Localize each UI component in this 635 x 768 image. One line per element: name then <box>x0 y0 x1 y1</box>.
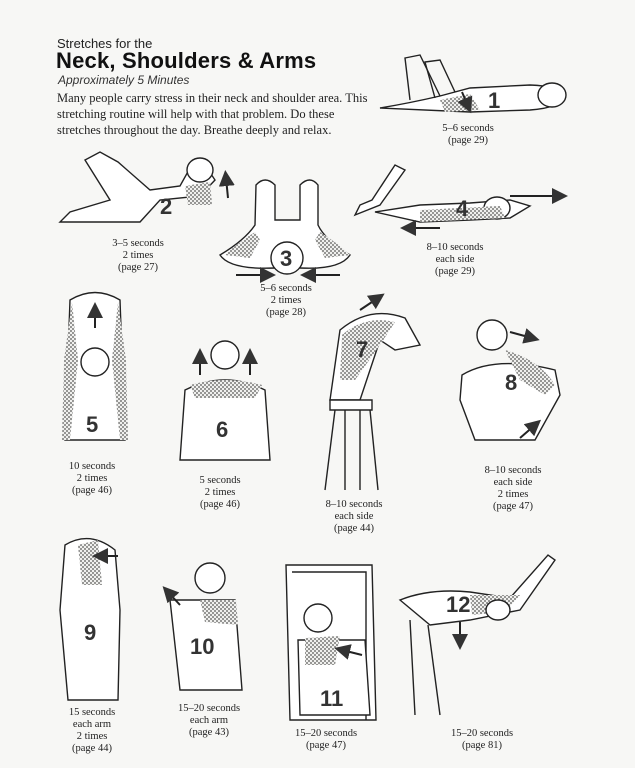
caption-8: 8–10 seconds each side 2 times (page 47) <box>484 465 542 512</box>
intro-paragraph: Many people carry stress in their neck and shoulder area. This stretching routine will help with that problem. Do these stretches throughout the day. Breathe deeply and relax. <box>57 91 368 137</box>
figure-10-number: 10 <box>190 634 215 659</box>
caption-2: 3–5 seconds 2 times (page 27) <box>112 238 164 273</box>
figure-7-illustration <box>325 298 420 490</box>
caption-6: 5 seconds 2 times (page 46) <box>199 475 241 510</box>
figure-9-illustration <box>60 539 120 700</box>
page-title: Neck, Shoulders & Arms <box>56 48 317 73</box>
figure-3-illustration <box>220 180 350 275</box>
figure-8-illustration <box>460 320 560 440</box>
figure-3-number: 3 <box>280 246 293 271</box>
figure-4-illustration <box>355 165 560 228</box>
caption-4: 8–10 seconds each side (page 29) <box>426 242 484 277</box>
figure-7-number: 7 <box>356 337 369 362</box>
figure-10-illustration <box>168 563 242 690</box>
caption-12: 15–20 seconds (page 81) <box>450 728 514 751</box>
figure-5-illustration <box>62 293 128 441</box>
title-kicker: Stretches for the <box>57 36 153 51</box>
caption-11: 15–20 seconds (page 47) <box>294 728 358 751</box>
caption-1: 5–6 seconds (page 29) <box>442 123 494 146</box>
figure-6-number: 6 <box>216 417 229 442</box>
caption-9: 15 seconds each arm 2 times (page 44) <box>68 707 116 754</box>
figure-4-number: 4 <box>456 196 469 221</box>
figure-8-number: 8 <box>505 370 518 395</box>
figure-1-number: 1 <box>488 88 501 113</box>
caption-7: 8–10 seconds each side (page 44) <box>325 499 383 534</box>
figure-1-illustration <box>380 55 566 113</box>
figure-9-number: 9 <box>84 620 97 645</box>
caption-3: 5–6 seconds 2 times (page 28) <box>260 283 312 318</box>
figure-2-illustration <box>60 152 228 222</box>
figure-12-number: 12 <box>446 592 471 617</box>
caption-10: 15–20 seconds each arm (page 43) <box>177 703 241 738</box>
caption-5: 10 seconds 2 times (page 46) <box>68 461 116 496</box>
figure-6-illustration <box>180 341 270 460</box>
figure-11-number: 11 <box>320 686 344 711</box>
figure-5-number: 5 <box>86 412 99 437</box>
figure-11-illustration <box>286 565 376 720</box>
page-subtitle: Approximately 5 Minutes <box>58 73 190 87</box>
figure-12-illustration <box>400 555 555 715</box>
figure-2-number: 2 <box>160 194 173 219</box>
